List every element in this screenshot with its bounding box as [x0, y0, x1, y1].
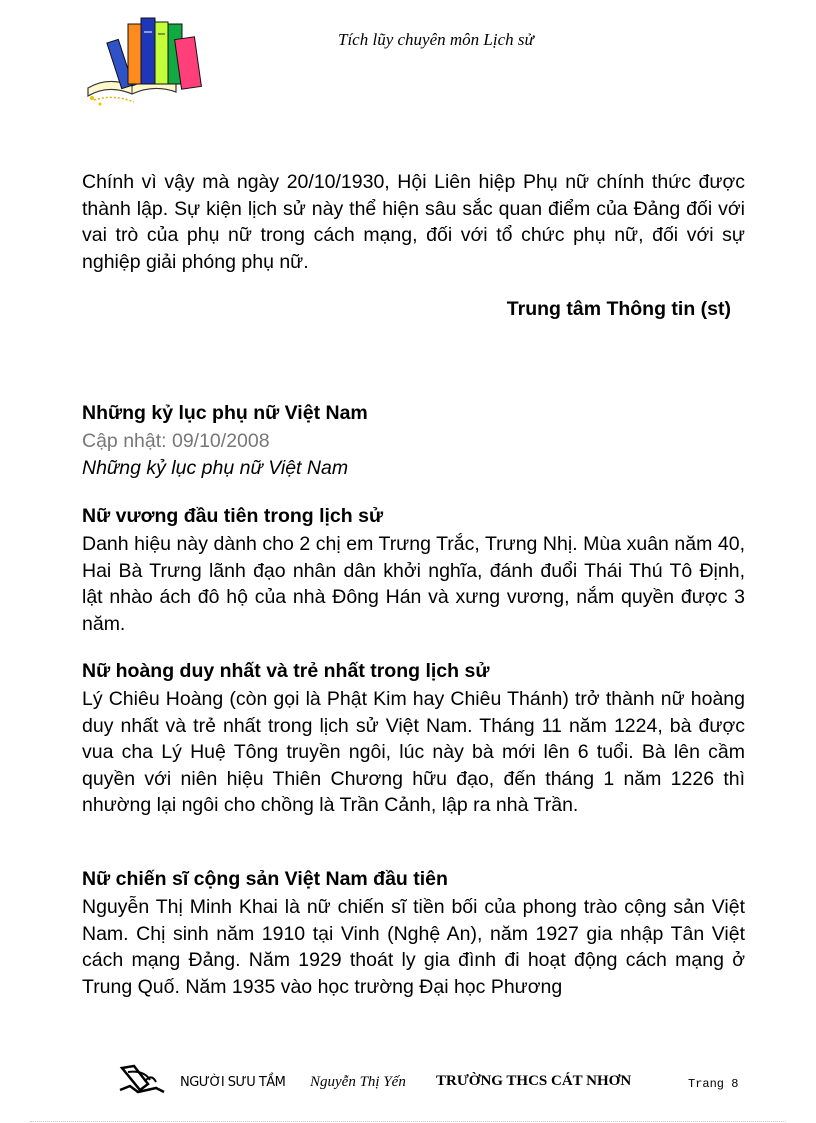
section-text: Nguyễn Thị Minh Khai là nữ chiến sĩ tiền bối của phong trào cộng sản Việt Nam. Chị sinh năm 1910 tại Vinh (Nghệ An), năm 1927 gia nhập Tân Việt cách mạng Đảng. Năm 1929 thoát ly gia đình đi hoạt động cách mạng ở Trung Quố. Năm 1935 vào học trường Đại học Phương — [82, 896, 745, 998]
section-text: Lý Chiêu Hoàng (còn gọi là Phật Kim hay Chiêu Thánh) trở thành nữ hoàng duy nhất và trẻ nhất trong lịch sử Việt Nam. Tháng 11 năm 1224, bà được vua cha Lý Huệ Tông truyền ngôi, lúc này bà mới lên 6 tuổi. Bà lên cầm quyền với niên hiệu Thiên Chương hữu đạo, đến tháng 1 năm 1226 thì nhường lại ngôi cho chồng là Trần Cảnh, lập ra nhà Trần. — [82, 688, 745, 816]
page-bottom-border — [30, 1121, 786, 1122]
article-updated-date: Cập nhật: 09/10/2008 — [82, 430, 270, 452]
footer-author: Nguyễn Thị Yến — [310, 1074, 406, 1090]
books-icon — [84, 14, 204, 110]
footer-collector-label: NGƯỜI SƯU TẦM — [180, 1075, 286, 1090]
intro-signature: Trung tâm Thông tin (st) — [506, 298, 731, 320]
page-header-title: Tích lũy chuyên môn Lịch sử — [338, 30, 534, 49]
footer-school: TRƯỜNG THCS CÁT NHƠN — [436, 1073, 632, 1089]
section-heading: Nữ hoàng duy nhất và trẻ nhất trong lịch sử — [82, 660, 490, 682]
section-heading: Nữ chiến sĩ cộng sản Việt Nam đầu tiên — [82, 868, 448, 890]
page-footer — [118, 1062, 758, 1098]
footer-page-number: Trang 8 — [688, 1077, 739, 1091]
pen-signature-icon — [118, 1062, 168, 1098]
article-subtitle: Những kỷ lục phụ nữ Việt Nam — [82, 457, 349, 479]
intro-paragraph: Chính vì vậy mà ngày 20/10/1930, Hội Liên hiệp Phụ nữ chính thức được thành lập. Sự kiện lịch sử này thể hiện sâu sắc quan điểm của Đảng đối với vai trò của phụ nữ trong cách mạng, đối với tổ chức phụ nữ, đối với sự nghiệp giải phóng phụ nữ. — [82, 171, 745, 273]
section-text: Danh hiệu này dành cho 2 chị em Trưng Trắc, Trưng Nhị. Mùa xuân năm 40, Hai Bà Trưng lãnh đạo nhân dân khởi nghĩa, đánh đuổi Thái Thú Tô Định, lật nhào ách đô hộ của nhà Đông Hán và xưng vương, nắm quyền được 3 năm. — [82, 533, 745, 635]
article-title: Những kỷ lục phụ nữ Việt Nam — [82, 402, 368, 424]
section-heading: Nữ vương đầu tiên trong lịch sử — [82, 505, 384, 527]
